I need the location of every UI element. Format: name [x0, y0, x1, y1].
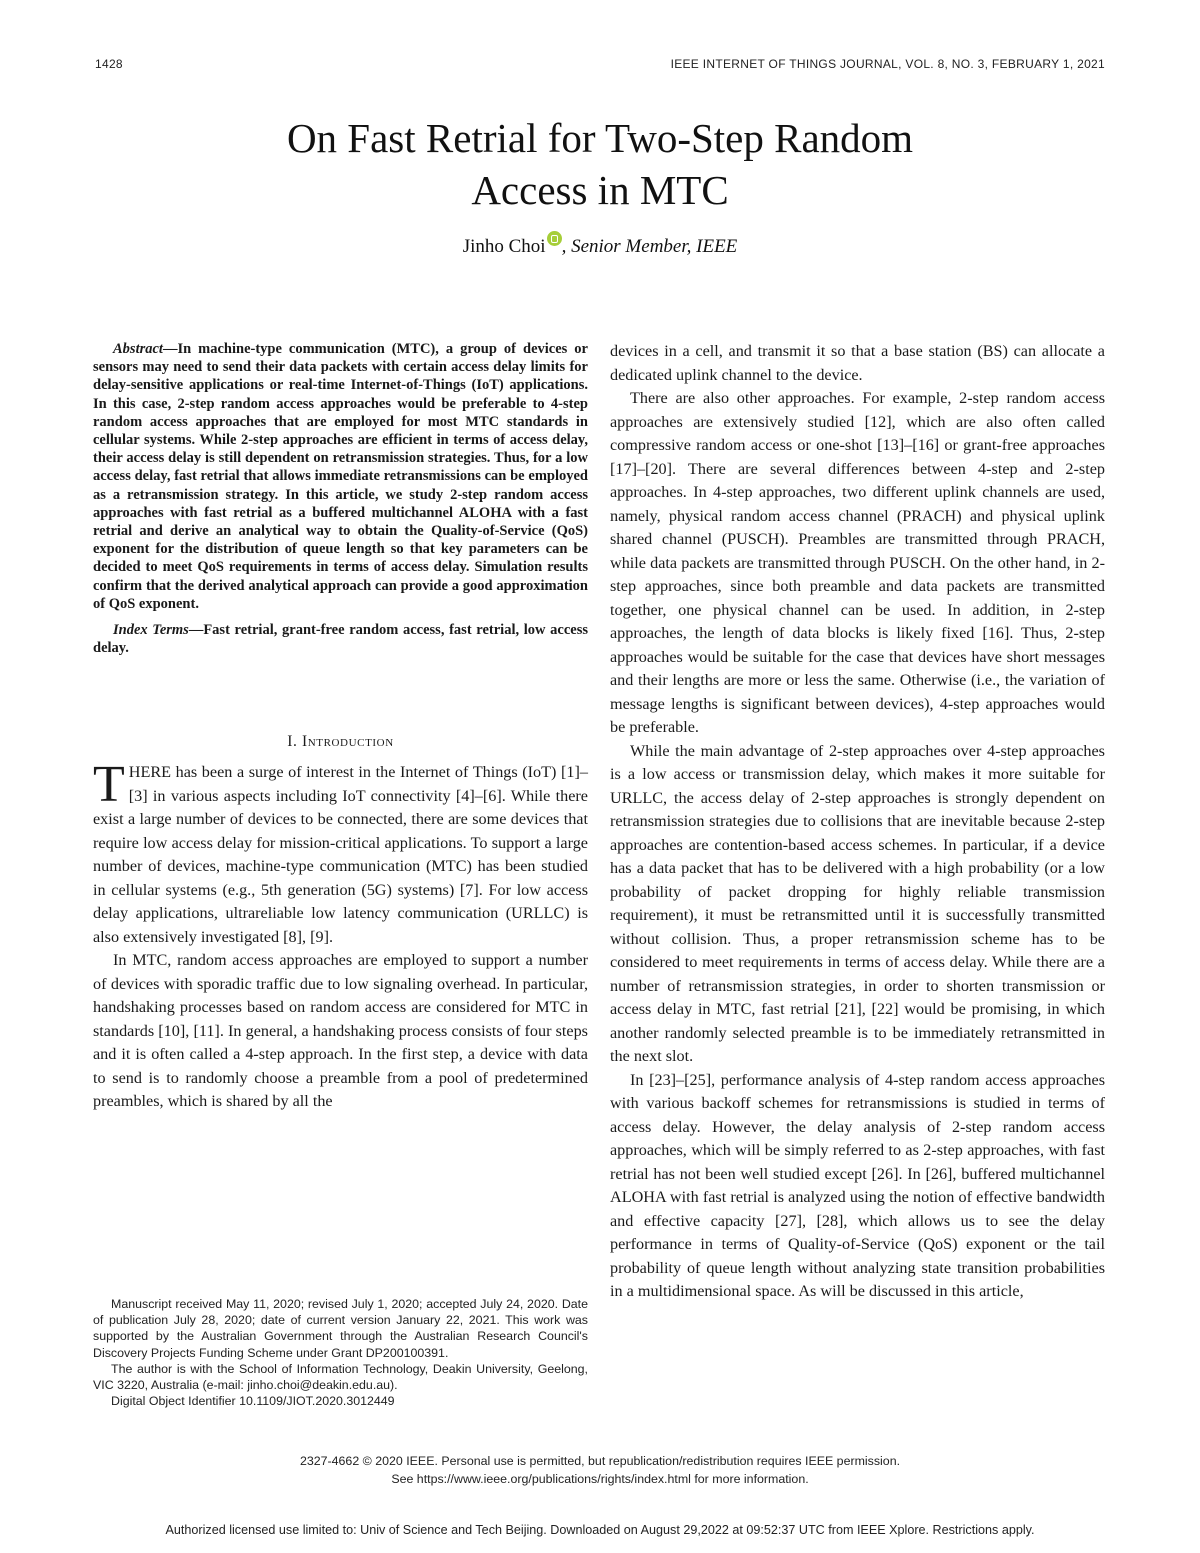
footnote-manuscript: Manuscript received May 11, 2020; revised July 1, 2020; accepted July 24, 2020. Date of publication July 28, 2020; date of current version January 22, 2021. This work was supported by the Australian Government through the Australian Research Council's Discovery Projects Funding Scheme under Grant DP200100391.	[93, 1297, 588, 1360]
right-paragraph-2: There are also other approaches. For example, 2-step random access approaches are extensively studied [12], which are also often called compressive random access or one-shot [13]–[16] or grant-free approaches [17]–[20]. There are several differences between 4-step and 2-step approaches. In 4-step approaches, two different uplink channels are used, namely, physical random access channel (PRACH) and physical uplink shared channel (PUSCH). Preambles are transmitted through PRACH, while data packets are transmitted through PUSCH. On the other hand, in 2-step approaches, since both preamble and data packets are transmitted together, one physical channel can be used. In addition, in 2-step approaches, the length of data blocks is likely fixed [16]. Thus, 2-step approaches would be suitable for the case that devices have short messages and their lengths are more or less the same. Otherwise (i.e., the variation of message lengths is significant between devices), 4-step approaches would be preferable.	[610, 389, 1105, 736]
copyright-line-2[interactable]: See https://www.ieee.org/publications/rights/index.html for more information.	[391, 1472, 809, 1486]
orcid-icon[interactable]	[547, 231, 562, 246]
footnote	[93, 1296, 588, 1409]
copyright-notice	[150, 1452, 1050, 1488]
running-head	[95, 57, 1105, 75]
journal-name: IEEE INTERNET OF THINGS JOURNAL, VOL. 8, NO. 3, FEBRUARY 1, 2021	[670, 57, 1105, 71]
abstract-label: Abstract	[113, 341, 163, 357]
paper-title	[150, 112, 1050, 216]
right-paragraph-3: While the main advantage of 2-step approaches over 4-step approaches is a low access or transmission delay, which makes it more suitable for URLLC, the access delay of 2-step approaches is strongly dependent on retransmission strategies due to collisions that are inevitable because 2-step approaches are contention-based access schemes. In particular, if a device has a data packet that has to be delivered with a high probability (or a low probability of packet dropping for highly reliable transmission requirement), it must be retransmitted until it is successfully transmitted without collision. Thus, a proper retransmission scheme has to be considered to meet requirements in terms of access delay. While there are a number of retransmission strategies, in order to shorten transmission or access delay in MTC, fast retrial [21], [22] would be promising, in which another randomly selected preamble is to be immediately retransmitted in the next slot.	[610, 741, 1105, 1065]
author-line	[200, 231, 1000, 258]
author-name: Jinho Choi	[462, 236, 546, 257]
title-line-1: On Fast Retrial for Two-Step Random	[286, 115, 914, 161]
abstract-text: —In machine-type communication (MTC), a group of devices or sensors may need to send their data packets with certain access delay limits for delay-sensitive applications or real-time Internet-of-Things (IoT) applications. In this case, 2-step random access approaches would be preferable to 4-step random access approaches that are employed for most MTC standards in cellular systems. While 2-step approaches are efficient in terms of access delay, their access delay is still dependent on retransmission strategies. Thus, for a low access delay, fast retrial that allows immediate retransmissions can be employed as a retransmission strategy. In this article, we study 2-step random access approaches with fast retrial as a buffered multichannel ALOHA with a fast retrial and derive an analytical way to obtain the Quality-of-Service (QoS) exponent for the distribution of queue length so that key parameters can be decided to meet QoS requirements in terms of access delay. Simulation results confirm that the derived analytical approach can provide a good approximation of QoS exponent.	[93, 341, 588, 612]
intro-paragraph-1: HERE has been a surge of interest in the Internet of Things (IoT) [1]–[3] in various aspects including IoT connectivity [4]–[6]. While there exist a large number of devices to be connected, there are some devices that require low access delay for mission-critical applications. To support a large number of devices, machine-type communication (MTC) has been studied in cellular systems (e.g., 5th generation (5G) systems) [7]. For low access delay applications, ultrareliable low latency communication (URLLC) is also extensively investigated [8], [9].	[93, 763, 588, 946]
license-notice: Authorized licensed use limited to: Univ of Science and Tech Beijing. Downloaded on August 29,2022 at 09:52:37 UTC from IEEE Xplore. Restrictions apply.	[165, 1523, 1035, 1537]
index-terms-text: —Fast retrial, grant-free random access, fast retrial, low access delay.	[93, 622, 588, 657]
right-paragraph-1: devices in a cell, and transmit it so that a base station (BS) can allocate a dedicated uplink channel to the device.	[610, 342, 1105, 384]
dropcap: T	[93, 756, 125, 814]
introduction-body	[93, 756, 588, 1114]
footnote-affiliation: The author is with the School of Information Technology, Deakin University, Geelong, VIC 3220, Australia (e-mail: jinho.choi@deakin.edu.au).	[93, 1361, 588, 1393]
section-heading-introduction: I. Introduction	[287, 733, 394, 751]
footnote-doi: Digital Object Identifier 10.1109/JIOT.2020.3012449	[111, 1394, 395, 1409]
copyright-line-1: 2327-4662 © 2020 IEEE. Personal use is permitted, but republication/redistribution requires IEEE permission.	[299, 1454, 901, 1468]
index-terms-label: Index Terms	[113, 622, 189, 639]
intro-paragraph-2: In MTC, random access approaches are employed to support a number of devices with sporadic traffic due to low signaling overhead. In particular, handshaking processes based on random access are considered for MTC in standards [10], [11]. In general, a handshaking process consists of four steps and it is often called a 4-step approach. In the first step, a device with data to send is to randomly choose a preamble from a pool of predetermined preambles, which is shared by all the	[93, 951, 588, 1111]
right-column-body	[610, 340, 1105, 1304]
author-role: , Senior Member, IEEE	[561, 236, 738, 257]
abstract	[93, 340, 588, 657]
page-number: 1428	[95, 57, 123, 71]
right-column	[610, 340, 1105, 1304]
title-line-2: Access in MTC	[471, 167, 729, 213]
right-paragraph-4: In [23]–[25], performance analysis of 4-step random access approaches with various backoff schemes for retransmissions is studied in terms of access delay. However, the delay analysis of 2-step random access approaches, which will be simply referred to as 2-step approaches, with fast retrial has not been well studied except [26]. In [26], buffered multichannel ALOHA with fast retrial is analyzed using the notion of effective bandwidth and effective capacity [27], [28], which allows us to see the delay performance in terms of Quality-of-Service (QoS) exponent or the tail probability of queue length without analyzing state transition probabilities in a multidimensional space. As will be discussed in this article,	[610, 1070, 1105, 1300]
left-column	[93, 340, 588, 1114]
